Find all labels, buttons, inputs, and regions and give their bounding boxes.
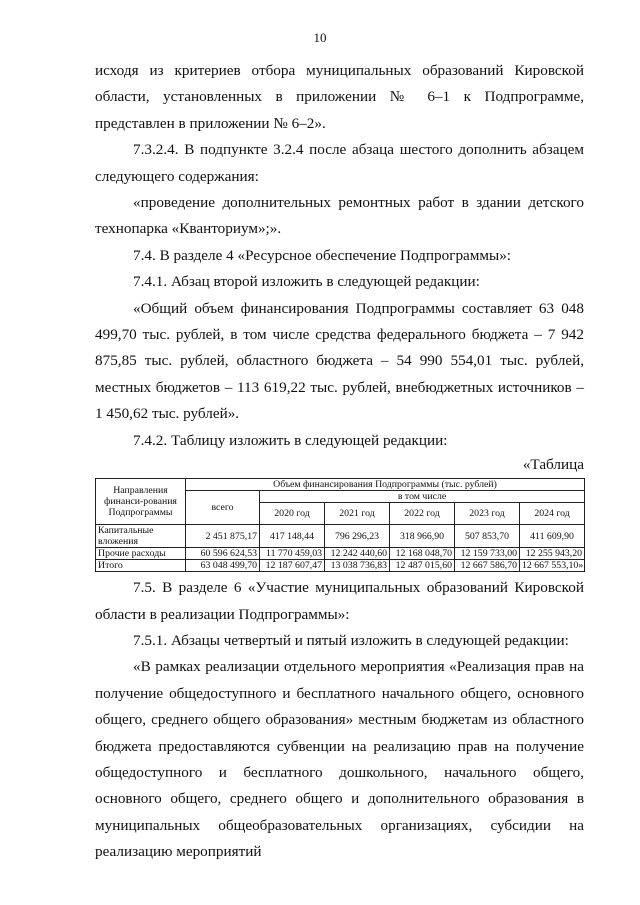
row-label: Итого bbox=[96, 560, 186, 572]
header-year: 2021 год bbox=[325, 503, 390, 525]
paragraph: 7.5.1. Абзацы четвертый и пятый изложить в следующей редакции: bbox=[133, 631, 569, 649]
header-year: 2022 год bbox=[390, 503, 455, 525]
header-year: 2020 год bbox=[260, 503, 325, 525]
row-total: 2 451 875,17 bbox=[186, 525, 260, 548]
row-total: 60 596 624,53 bbox=[186, 548, 260, 560]
row-value: 11 770 459,03 bbox=[260, 548, 325, 560]
paragraph: 7.4.2. Таблицу изложить в следующей редакции: bbox=[133, 431, 448, 449]
paragraph: исходя из критериев отбора муниципальных образований Кировской области, установленных в приложении № 6–1 к Подпрограмме, представлен в приложении № 6–2». bbox=[95, 62, 584, 132]
row-value: 12 667 586,70 bbox=[455, 560, 520, 572]
paragraph: 7.4. В разделе 4 «Ресурсное обеспечение Подпрограммы»: bbox=[133, 246, 512, 264]
row-value: 13 038 736,83 bbox=[325, 560, 390, 572]
document-body bbox=[95, 58, 584, 866]
header-direction: Направления финанси-рования Подпрограммы bbox=[96, 479, 186, 525]
row-label: Капитальные вложения bbox=[96, 525, 186, 548]
row-label: Прочие расходы bbox=[96, 548, 186, 560]
row-value: 507 853,70 bbox=[455, 525, 520, 548]
paragraphs-top bbox=[95, 58, 584, 454]
header-volume: Объем финансирования Подпрограммы (тыс. рублей) bbox=[186, 479, 585, 491]
row-value: 12 255 943,20 bbox=[520, 548, 585, 560]
table-row bbox=[96, 548, 585, 560]
row-value: 12 187 607,47 bbox=[260, 560, 325, 572]
header-year: 2023 год bbox=[455, 503, 520, 525]
row-value: 12 159 733,00 bbox=[455, 548, 520, 560]
table-row bbox=[96, 560, 585, 572]
page-number: 10 bbox=[313, 30, 327, 45]
row-value: 796 296,23 bbox=[325, 525, 390, 548]
row-value: 12 487 015,60 bbox=[390, 560, 455, 572]
row-value: 318 966,90 bbox=[390, 525, 455, 548]
paragraph: 7.5. В разделе 6 «Участие муниципальных образований Кировской области в реализации Подпрограммы»: bbox=[95, 579, 584, 623]
header-total: всего bbox=[186, 491, 260, 525]
financing-table bbox=[95, 478, 585, 572]
row-total: 63 048 499,70 bbox=[186, 560, 260, 572]
paragraph: «В рамках реализации отдельного мероприятия «Реализация прав на получение общедоступного и бесплатного начального общего, основного общего, среднего общего образования» местным бюджетам из областного бюджета предоставляются субвенции на реализацию прав на получение общедоступного и бесплатного дошкольного, начального общего, основного общего, среднего общего и дополнительного образования в муниципальных общеобразовательных организациях, субсидии на реализацию мероприятий bbox=[95, 658, 584, 861]
row-value: 411 609,90 bbox=[520, 525, 585, 548]
row-value: 417 148,44 bbox=[260, 525, 325, 548]
row-value: 12 667 553,10». bbox=[520, 560, 585, 572]
row-value: 12 168 048,70 bbox=[390, 548, 455, 560]
table-row bbox=[96, 525, 585, 548]
header-including: в том числе bbox=[260, 491, 585, 503]
paragraph: 7.3.2.4. В подпункте 3.2.4 после абзаца шестого дополнить абзацем следующего содержания: bbox=[95, 141, 584, 185]
table-header-row bbox=[96, 479, 585, 491]
table-caption: «Таблица bbox=[522, 456, 584, 474]
paragraph: «Общий объем финансирования Подпрограммы составляет 63 048 499,70 тыс. рублей, в том числе средства федерального бюджета – 7 942 875,85 тыс. рублей, областного бюджета – 54 990 554,01 тыс. рублей, местных бюджетов – 113 619,22 тыс. рублей, внебюджетных источников – 1 450,62 тыс. рублей». bbox=[95, 299, 584, 423]
row-value: 12 242 440,60 bbox=[325, 548, 390, 560]
paragraph: 7.4.1. Абзац второй изложить в следующей редакции: bbox=[133, 273, 480, 291]
paragraphs-bottom bbox=[95, 575, 584, 865]
paragraph: «проведение дополнительных ремонтных работ в здании детского технопарка «Кванториум»;». bbox=[95, 194, 584, 238]
header-year: 2024 год bbox=[520, 503, 585, 525]
